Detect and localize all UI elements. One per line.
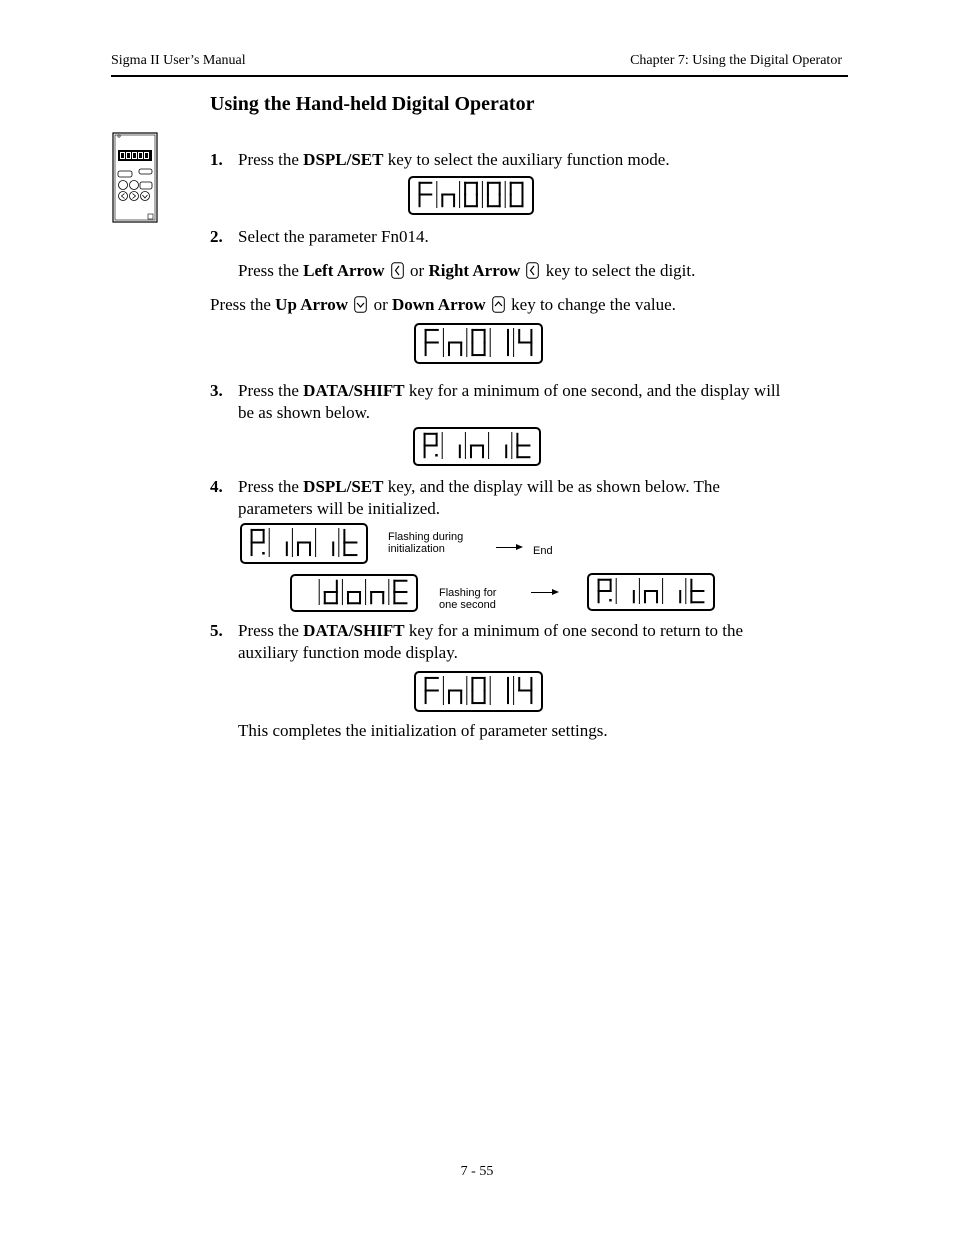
step-4-text: [238, 476, 848, 520]
right-arrow-key-icon: [526, 262, 539, 279]
led-digit: [298, 543, 310, 556]
step-text: Press the: [238, 621, 304, 640]
step-number: 1.: [210, 150, 223, 169]
led-digit: [348, 592, 360, 603]
step-2-digit-select: [238, 260, 695, 282]
step-text: auxiliary function mode display.: [238, 643, 458, 662]
led-digit: [519, 678, 531, 703]
step-text: key to select the auxiliary function mode.: [383, 150, 670, 169]
step-1-text: [238, 149, 670, 171]
led-digit: [449, 691, 461, 704]
led-digits-svg: [410, 178, 532, 213]
left-arrow-key-icon: [391, 262, 404, 279]
header-chapter-title: Chapter 7: Using the Digital Operator: [630, 53, 842, 68]
step-text: be as shown below.: [238, 403, 371, 422]
led-digit: [394, 581, 406, 604]
up-arrow-key-icon: [354, 296, 367, 313]
led-digit: [471, 446, 483, 458]
step-text: key to change the value.: [506, 295, 676, 314]
arrow-line: [496, 547, 516, 548]
led-digit: [519, 330, 531, 355]
step-4: [210, 476, 223, 498]
step-number: 5.: [210, 621, 223, 640]
step-3-text: [238, 380, 848, 424]
led-digit: [325, 581, 337, 604]
step-text: Press the: [238, 261, 304, 280]
led-digit: [371, 592, 383, 603]
led-digit: [425, 434, 438, 457]
down-arrow-key-icon: [492, 296, 505, 313]
step-text: or: [405, 261, 429, 280]
led-digit: [420, 183, 432, 206]
step-2: [210, 226, 223, 248]
step-text: Press the: [238, 381, 304, 400]
step-number: 2.: [210, 227, 223, 246]
led-digits-svg: [415, 429, 539, 464]
led-digit: [511, 183, 523, 206]
step-2-text: Select the parameter Fn014.: [238, 227, 429, 246]
led-display: [413, 427, 541, 466]
header-rule: [111, 75, 848, 77]
led-decimal-point: [435, 454, 438, 457]
annotation-text: initialization: [388, 543, 445, 555]
key-name: DATA/SHIFT: [303, 381, 405, 400]
flashing-for-label: [439, 587, 496, 611]
led-digit: [691, 580, 703, 603]
step-text: key for a minimum of one second, and the display will: [404, 381, 781, 400]
step-text: key to select the digit.: [541, 261, 696, 280]
closing-text: This completes the initialization of parameter settings.: [238, 721, 608, 740]
step-5-text: [238, 620, 848, 664]
led-digits-svg: [589, 575, 713, 609]
arrow-head-icon: [516, 544, 523, 550]
led-display: [240, 523, 368, 564]
led-decimal-point: [609, 599, 612, 602]
header-manual-title: Sigma II User’s Manual: [111, 53, 246, 68]
led-digits-svg: [292, 576, 416, 610]
key-name: Down Arrow: [391, 295, 486, 314]
led-digit: [488, 183, 500, 206]
led-digit: [472, 330, 484, 355]
led-digit: [465, 183, 477, 206]
end-label: End: [533, 545, 553, 557]
arrow-line: [531, 592, 552, 593]
section-title: Using the Hand-held Digital Operator: [210, 93, 535, 115]
led-digit: [599, 580, 612, 603]
key-name: Right Arrow: [428, 261, 521, 280]
led-decimal-point: [262, 552, 265, 555]
led-display: [414, 323, 543, 364]
led-digit: [442, 195, 454, 207]
digital-operator-icon: [112, 132, 158, 228]
led-display: [290, 574, 418, 612]
annotation-text: Flashing during: [388, 531, 464, 543]
step-1: [210, 149, 223, 171]
page-number: 7 - 55: [460, 1164, 494, 1179]
led-display: [587, 573, 715, 611]
key-name: DSPL/SET: [303, 150, 384, 169]
led-digit: [426, 678, 438, 703]
arrow-head-icon: [552, 589, 559, 595]
flashing-during-label: [388, 531, 463, 555]
annotation-text: one second: [439, 599, 496, 611]
step-text: key, and the display will be as shown below. The: [383, 477, 720, 496]
key-name: Up Arrow: [275, 295, 349, 314]
step-text: Press the: [210, 295, 276, 314]
step-text: Press the: [238, 477, 304, 496]
led-digits-svg: [416, 325, 541, 362]
key-name: DSPL/SET: [303, 477, 384, 496]
led-display: [408, 176, 534, 215]
step-5: [210, 620, 223, 642]
led-digits-svg: [416, 673, 541, 710]
led-digit: [449, 343, 461, 356]
step-text: or: [369, 295, 392, 314]
step-2-value-change: [210, 294, 676, 316]
key-name: DATA/SHIFT: [303, 621, 405, 640]
led-digit: [645, 591, 657, 602]
annotation-text: Flashing for: [439, 587, 497, 599]
led-digit: [517, 434, 529, 457]
led-digit: [426, 330, 438, 355]
key-name: Left Arrow: [303, 261, 385, 280]
step-text: Press the: [238, 150, 304, 169]
step-number: 3.: [210, 381, 223, 400]
step-text: parameters will be initialized.: [238, 499, 441, 518]
led-digit: [252, 530, 265, 555]
led-display: [414, 671, 543, 712]
led-digit: [472, 678, 484, 703]
step-number: 4.: [210, 477, 223, 496]
led-digit: [344, 530, 356, 555]
led-digits-svg: [242, 525, 366, 562]
step-text: key for a minimum of one second to return to the: [404, 621, 744, 640]
step-3: [210, 380, 223, 402]
